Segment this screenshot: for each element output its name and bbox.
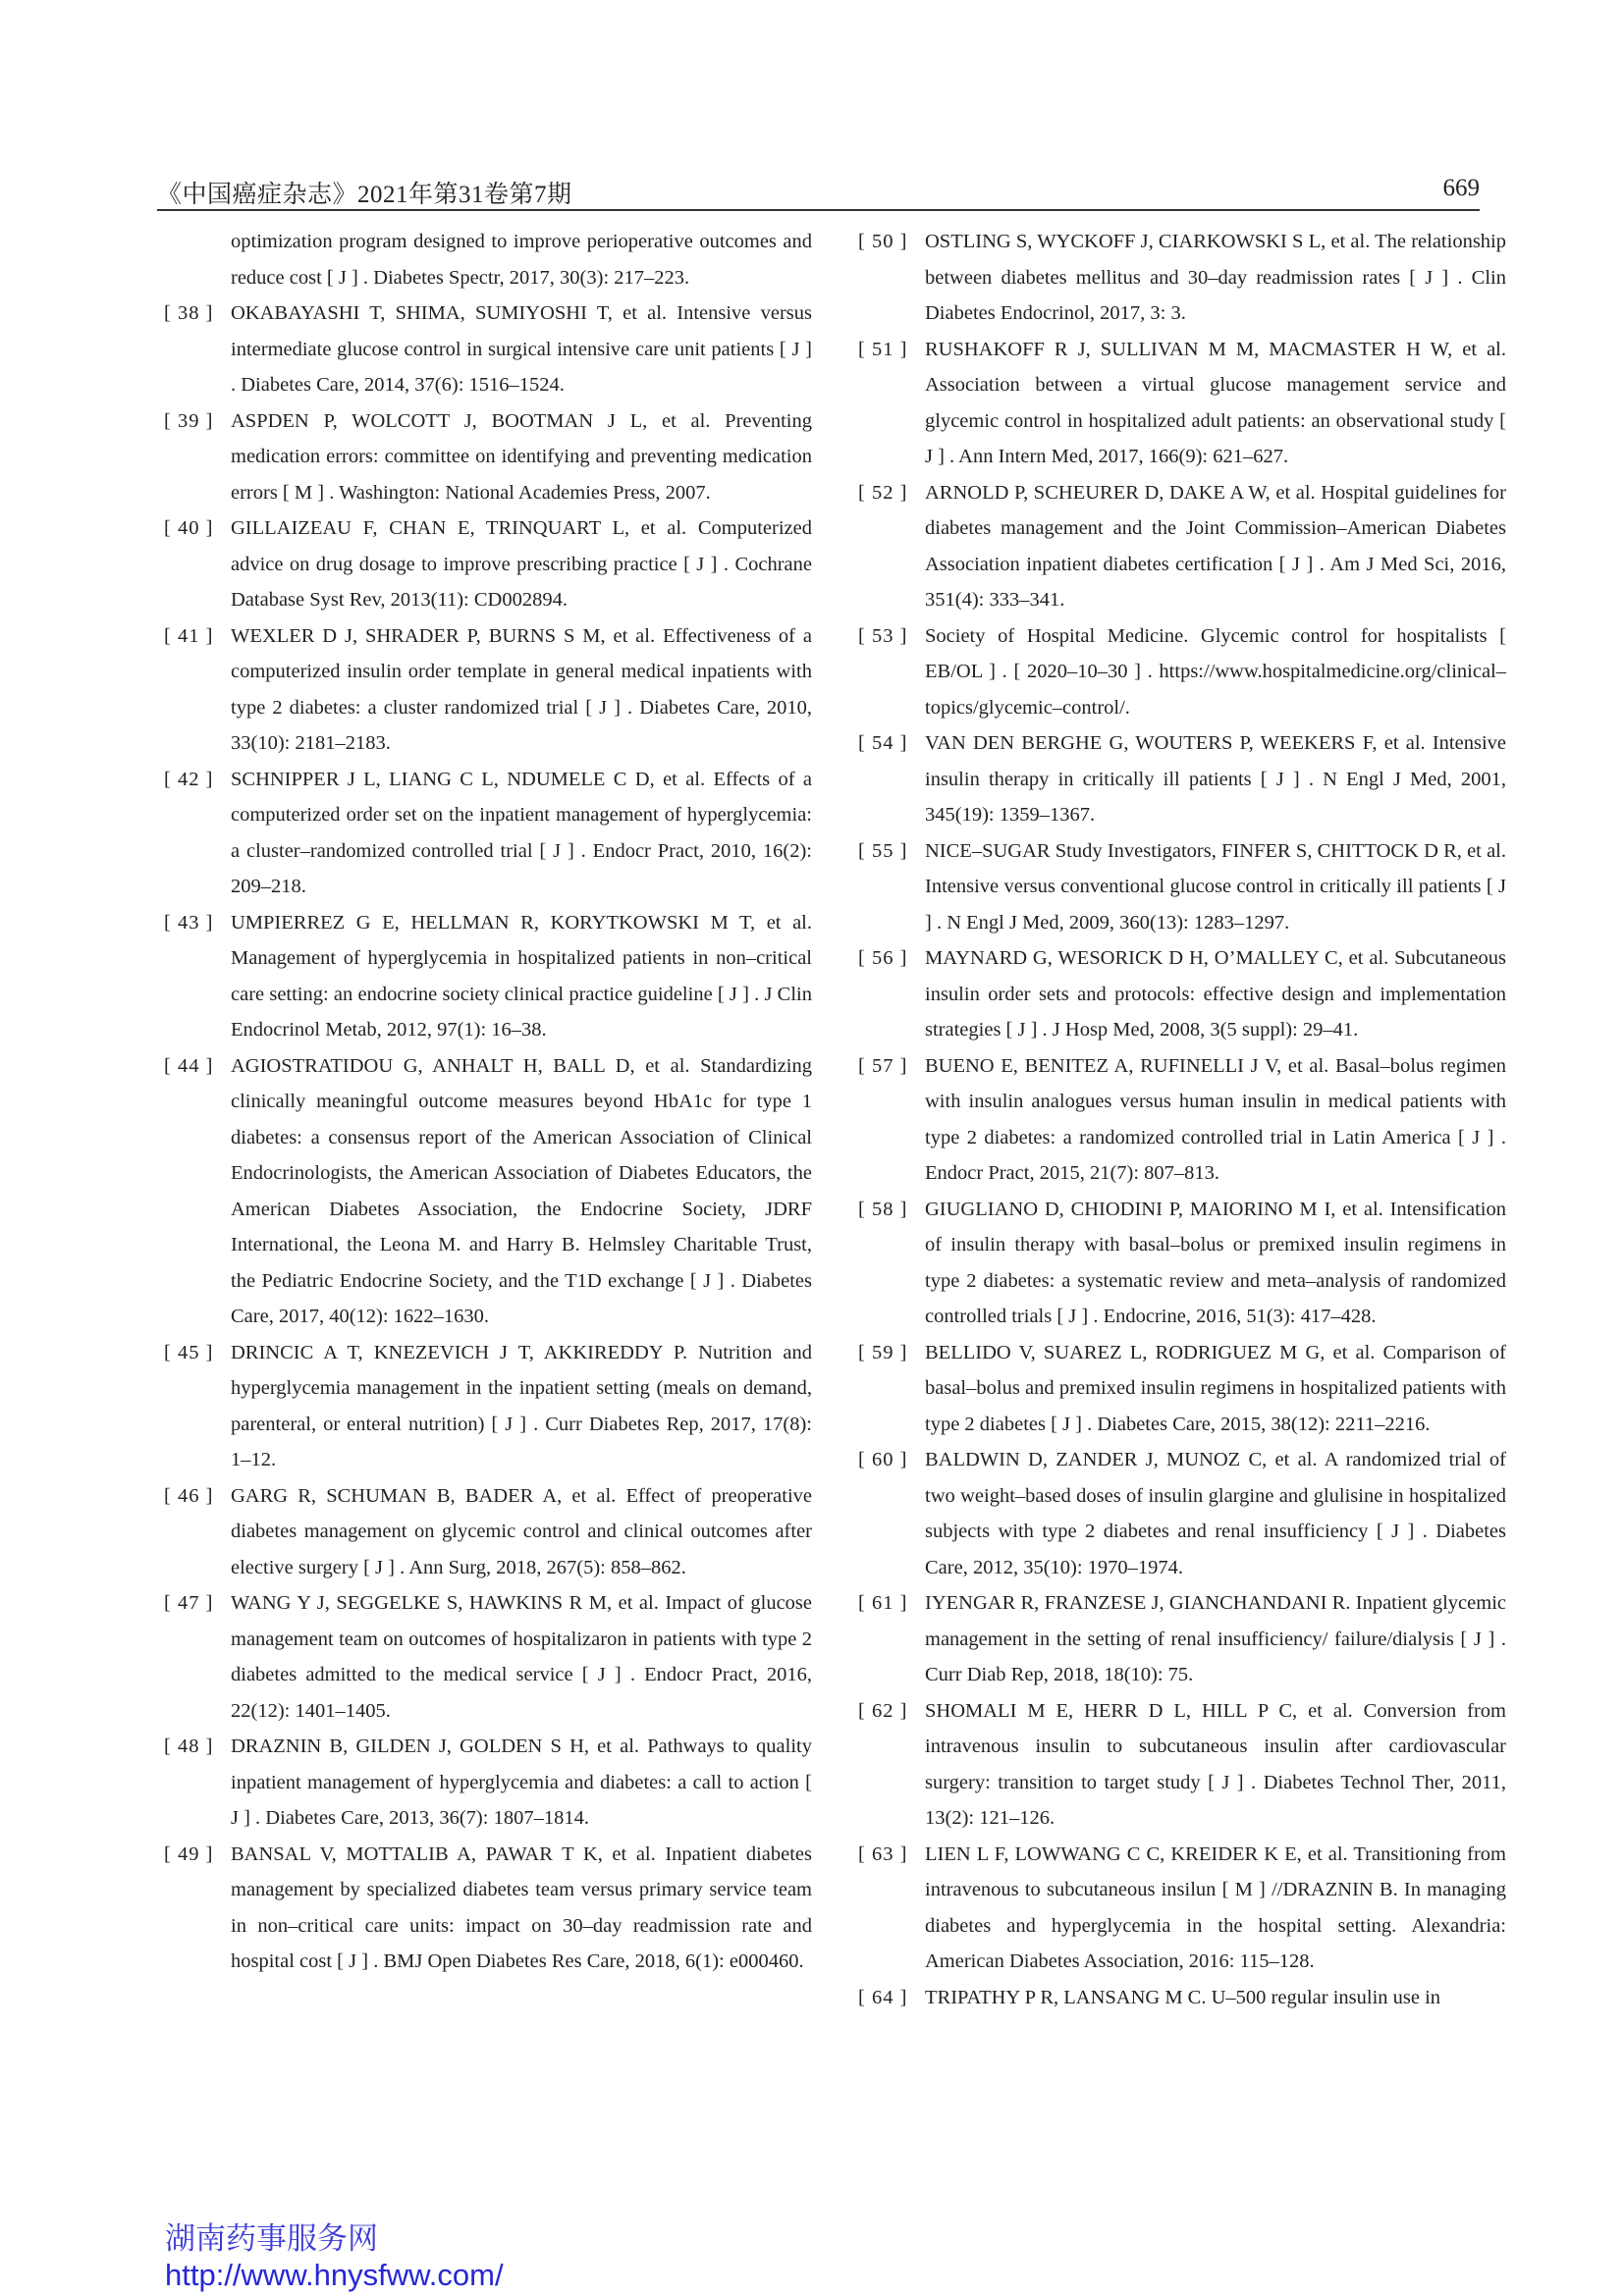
reference-text: DRAZNIN B, GILDEN J, GOLDEN S H, et al. Pathways to quality inpatient management of hyperglycemia and diabetes: a call to action [ J ] . Diabetes Care, 2013, 36(7): 1807–1814.	[231, 1735, 812, 1829]
reference-number: [ 57 ]	[858, 1054, 908, 1077]
reference-item	[858, 833, 1506, 941]
reference-number: [ 47 ]	[164, 1592, 214, 1614]
reference-number: [ 44 ]	[164, 1054, 214, 1077]
reference-item	[858, 332, 1506, 475]
reference-number: [ 48 ]	[164, 1735, 214, 1757]
reference-text: NICE–SUGAR Study Investigators, FINFER S, CHITTOCK D R, et al. Intensive versus conventional glucose control in critically ill patients [ J ] . N Engl J Med, 2009, 360(13): 1283–1297.	[925, 839, 1506, 934]
reference-number: [ 42 ]	[164, 768, 214, 790]
reference-item	[164, 510, 812, 618]
reference-text: BUENO E, BENITEZ A, RUFINELLI J V, et al. Basal–bolus regimen with insulin analogues versus human insulin in medical patients with type 2 diabetes: a randomized controlled trial in Latin America [ J ] . Endocr Pract, 2015, 21(7): 807–813.	[925, 1054, 1506, 1184]
reference-text: RUSHAKOFF R J, SULLIVAN M M, MACMASTER H W, et al. Association between a virtual glucose management service and glycemic control in hospitalized adult patients: an observational study [ J ] . Ann Intern Med, 2017, 166(9): 621–627.	[925, 338, 1506, 467]
reference-item	[858, 1693, 1506, 1837]
reference-item	[164, 762, 812, 905]
reference-item	[164, 1585, 812, 1729]
reference-item	[164, 1335, 812, 1478]
reference-text: ASPDEN P, WOLCOTT J, BOOTMAN J L, et al. Preventing medication errors: committee on identifying and preventing medication errors [ M ] . Washington: National Academies Press, 2007.	[231, 409, 812, 504]
reference-list-right	[858, 224, 1506, 2015]
reference-number: [ 51 ]	[858, 338, 908, 360]
page-number: 669	[1442, 175, 1480, 201]
reference-number: [ 54 ]	[858, 732, 908, 754]
reference-number: [ 64 ]	[858, 1986, 908, 2008]
running-header	[157, 175, 1480, 210]
continued-reference: optimization program designed to improve perioperative outcomes and reduce cost [ J ] . Diabetes Spectr, 2017, 30(3): 217–223.	[231, 231, 812, 289]
reference-text: AGIOSTRATIDOU G, ANHALT H, BALL D, et al. Standardizing clinically meaningful outcome measures beyond HbA1c for type 1 diabetes: a consensus report of the American Association of Clinical Endocrinologists, the American Association of Diabetes Educators, the American Diabetes Association, the Endocrine Society, JDRF International, the Leona M. and Harry B. Helmsley Charitable Trust, the Pediatric Endocrine Society, and the T1D exchange [ J ] . Diabetes Care, 2017, 40(12): 1622–1630.	[231, 1054, 812, 1327]
watermark-footer	[165, 2220, 504, 2293]
reference-number: [ 56 ]	[858, 947, 908, 969]
reference-number: [ 46 ]	[164, 1484, 214, 1507]
reference-item	[164, 1478, 812, 1586]
reference-item	[164, 618, 812, 762]
reference-number: [ 52 ]	[858, 481, 908, 504]
site-url-link[interactable]: http://www.hnysfww.com/	[165, 2258, 504, 2292]
reference-item	[858, 1192, 1506, 1335]
reference-number: [ 43 ]	[164, 911, 214, 934]
reference-text: BALDWIN D, ZANDER J, MUNOZ C, et al. A randomized trial of two weight–based doses of insulin glargine and glulisine in hospitalized subjects with type 2 diabetes and renal insufficiency [ J ] . Diabetes Care, 2012, 35(10): 1970–1974.	[925, 1449, 1506, 1578]
reference-item	[858, 725, 1506, 833]
reference-item	[858, 618, 1506, 726]
reference-text: UMPIERREZ G E, HELLMAN R, KORYTKOWSKI M T, et al. Management of hyperglycemia in hospitalized patients in non–critical care setting: an endocrine society clinical practice guideline [ J ] . J Clin Endocrinol Metab, 2012, 97(1): 16–38.	[231, 911, 812, 1041]
reference-text: GILLAIZEAU F, CHAN E, TRINQUART L, et al. Computerized advice on drug dosage to improve prescribing practice [ J ] . Cochrane Database Syst Rev, 2013(11): CD002894.	[231, 517, 812, 611]
reference-number: [ 49 ]	[164, 1842, 214, 1865]
reference-number: [ 61 ]	[858, 1592, 908, 1614]
reference-list-left	[164, 295, 812, 1980]
reference-number: [ 58 ]	[858, 1198, 908, 1220]
reference-text: TRIPATHY P R, LANSANG M C. U–500 regular insulin use in	[925, 1986, 1441, 2008]
reference-number: [ 41 ]	[164, 624, 214, 647]
reference-item	[858, 940, 1506, 1048]
reference-item	[858, 1585, 1506, 1693]
header-rule	[157, 209, 1480, 211]
reference-number: [ 39 ]	[164, 409, 214, 432]
reference-item	[858, 1837, 1506, 1980]
reference-item	[858, 1980, 1506, 2016]
reference-number: [ 59 ]	[858, 1341, 908, 1363]
reference-item	[164, 1048, 812, 1335]
reference-number: [ 60 ]	[858, 1449, 908, 1470]
reference-text: OKABAYASHI T, SHIMA, SUMIYOSHI T, et al. Intensive versus intermediate glucose control in surgical intensive care unit patients [ J ] . Diabetes Care, 2014, 37(6): 1516–1524.	[231, 302, 812, 396]
reference-item	[164, 905, 812, 1048]
reference-text: BANSAL V, MOTTALIB A, PAWAR T K, et al. Inpatient diabetes management by specialized diabetes team versus primary service team in non–critical care units: impact on 30–day readmission rate and hospital cost [ J ] . BMJ Open Diabetes Res Care, 2018, 6(1): e000460.	[231, 1842, 812, 1972]
reference-item	[858, 475, 1506, 618]
reference-number: [ 62 ]	[858, 1699, 908, 1722]
reference-item	[164, 295, 812, 403]
reference-text: WANG Y J, SEGGELKE S, HAWKINS R M, et al. Impact of glucose management team on outcomes of hospitalizaron in patients with type 2 diabetes admitted to the medical service [ J ] . Endocr Pract, 2016, 22(12): 1401–1405.	[231, 1592, 812, 1722]
reference-item	[858, 1442, 1506, 1585]
reference-text: IYENGAR R, FRANZESE J, GIANCHANDANI R. Inpatient glycemic management in the setting of renal insufficiency/ failure/dialysis [ J ] . Curr Diab Rep, 2018, 18(10): 75.	[925, 1592, 1506, 1685]
reference-number: [ 45 ]	[164, 1341, 214, 1363]
reference-text: LIEN L F, LOWWANG C C, KREIDER K E, et al. Transitioning from intravenous to subcutaneous insilun [ M ] //DRAZNIN B. In managing diabetes and hyperglycemia in the hospital setting. Alexandria: American Diabetes Association, 2016: 115–128.	[925, 1842, 1506, 1972]
reference-text: ARNOLD P, SCHEURER D, DAKE A W, et al. Hospital guidelines for diabetes management and the Joint Commission–American Diabetes Association inpatient diabetes certification [ J ] . Am J Med Sci, 2016, 351(4): 333–341.	[925, 481, 1506, 611]
reference-text: OSTLING S, WYCKOFF J, CIARKOWSKI S L, et al. The relationship between diabetes mellitus and 30–day readmission rates [ J ] . Clin Diabetes Endocrinol, 2017, 3: 3.	[925, 231, 1506, 324]
site-name: 湖南药事服务网	[165, 2221, 378, 2257]
reference-number: [ 63 ]	[858, 1842, 908, 1865]
reference-item	[858, 224, 1506, 332]
right-column	[858, 224, 1506, 2015]
reference-text: BELLIDO V, SUAREZ L, RODRIGUEZ M G, et al. Comparison of basal–bolus and premixed insulin regimens in hospitalized patients with type 2 diabetes [ J ] . Diabetes Care, 2015, 38(12): 2211–2216.	[925, 1341, 1506, 1435]
reference-text: SCHNIPPER J L, LIANG C L, NDUMELE C D, et al. Effects of a computerized order set on the inpatient management of hyperglycemia: a cluster–randomized controlled trial [ J ] . Endocr Pract, 2010, 16(2): 209–218.	[231, 768, 812, 897]
reference-text: WEXLER D J, SHRADER P, BURNS S M, et al. Effectiveness of a computerized insulin order template in general medical inpatients with type 2 diabetes: a cluster randomized trial [ J ] . Diabetes Care, 2010, 33(10): 2181–2183.	[231, 624, 812, 754]
reference-text: GIUGLIANO D, CHIODINI P, MAIORINO M I, et al. Intensification of insulin therapy with basal–bolus or premixed insulin regimens in type 2 diabetes: a systematic review and meta–analysis of randomized controlled trials [ J ] . Endocrine, 2016, 51(3): 417–428.	[925, 1198, 1506, 1327]
reference-number: [ 40 ]	[164, 517, 214, 539]
left-column	[164, 224, 812, 1980]
reference-item	[164, 1837, 812, 1980]
reference-number: [ 55 ]	[858, 839, 908, 862]
reference-text: SHOMALI M E, HERR D L, HILL P C, et al. Conversion from intravenous insulin to subcutaneous insulin after cardiovascular surgery: transition to target study [ J ] . Diabetes Technol Ther, 2011, 13(2): 121–126.	[925, 1699, 1506, 1829]
reference-item	[164, 403, 812, 511]
reference-number: [ 53 ]	[858, 624, 908, 647]
reference-number: [ 38 ]	[164, 302, 214, 324]
reference-text: MAYNARD G, WESORICK D H, O’MALLEY C, et al. Subcutaneous insulin order sets and protocols: effective design and implementation strategies [ J ] . J Hosp Med, 2008, 3(5 suppl): 29–41.	[925, 947, 1506, 1041]
journal-title: 《中国癌症杂志》2021年第31卷第7期	[157, 182, 572, 208]
reference-text: GARG R, SCHUMAN B, BADER A, et al. Effect of preoperative diabetes management on glycemic control and clinical outcomes after elective surgery [ J ] . Ann Surg, 2018, 267(5): 858–862.	[231, 1484, 812, 1578]
reference-text: Society of Hospital Medicine. Glycemic control for hospitalists [ EB/OL ] . [ 2020–10–30 ] . https://www.hospitalmedicine.org/clinical–topics/glycemic–control/.	[925, 624, 1506, 719]
reference-item	[858, 1048, 1506, 1192]
reference-item	[858, 1335, 1506, 1443]
reference-number: [ 50 ]	[858, 231, 908, 252]
reference-item	[164, 1729, 812, 1837]
reference-text: VAN DEN BERGHE G, WOUTERS P, WEEKERS F, et al. Intensive insulin therapy in critically ill patients [ J ] . N Engl J Med, 2001, 345(19): 1359–1367.	[925, 732, 1506, 826]
reference-text: DRINCIC A T, KNEZEVICH J T, AKKIREDDY P. Nutrition and hyperglycemia management in the inpatient setting (meals on demand, parenteral, or enteral nutrition) [ J ] . Curr Diabetes Rep, 2017, 17(8): 1–12.	[231, 1341, 812, 1470]
